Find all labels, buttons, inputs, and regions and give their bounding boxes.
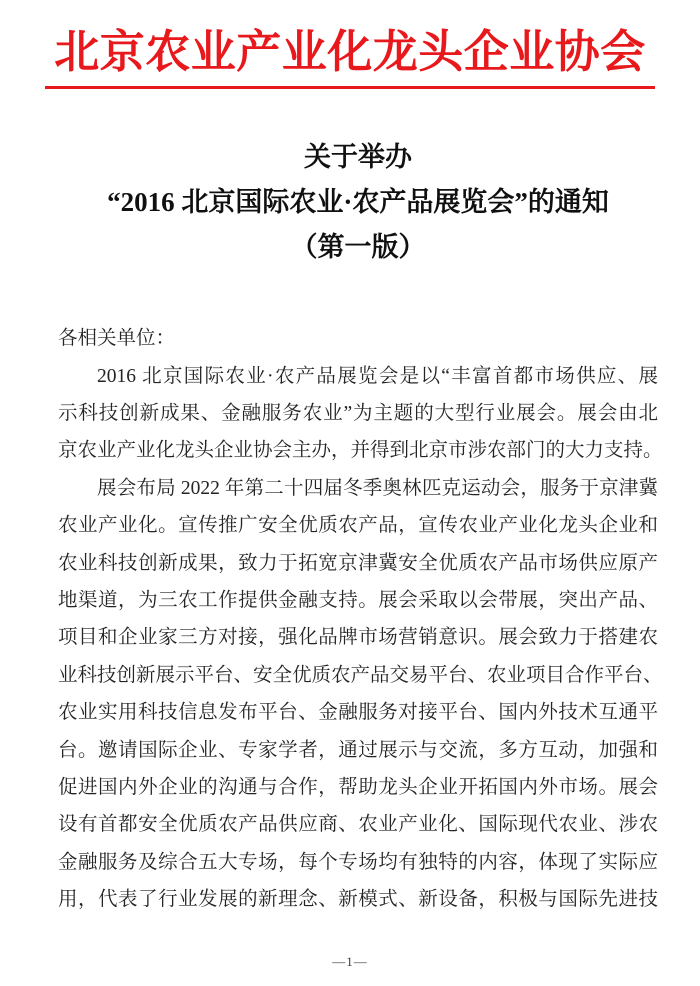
body-line: 业科技创新展示平台、安全优质农产品交易平台、农业项目合作平台、 [58, 664, 663, 686]
org-letterhead-title: 北京农业产业化龙头企业协会 [54, 27, 646, 77]
body-line: 京农业产业化龙头企业协会主办，并得到北京市涉农部门的大力支持。 [58, 440, 663, 462]
body-line: 地渠道，为三农工作提供金融支持。展会采取以会带展，突出产品、 [58, 589, 658, 611]
notice-title-line-1: 关于举办 [304, 142, 412, 173]
letterhead-divider [45, 86, 655, 89]
body-line: 农业产业化。宣传推广安全优质农产品，宣传农业产业化龙头企业和 [58, 515, 658, 537]
notice-title [58, 135, 658, 270]
body-line: 台。邀请国际企业、专家学者，通过展示与交流，多方互动，加强和 [58, 739, 658, 761]
body-line: 设有首都安全优质农产品供应商、农业产业化、国际现代农业、涉农 [58, 814, 658, 836]
notice-title-line-2: “2016 北京国际农业·农产品展览会”的通知 [107, 187, 609, 218]
body-line: 展会布局 2022 年第二十四届冬季奥林匹克运动会，服务于京津冀 [97, 477, 658, 499]
body-line: 金融服务及综合五大专场，每个专场均有独特的内容，体现了实际应 [58, 851, 658, 873]
body-line: 项目和企业家三方对接，强化品牌市场营销意识。展会致力于搭建农 [58, 627, 658, 649]
notice-body [58, 320, 663, 918]
body-line: 2016 北京国际农业·农产品展览会是以“丰富首都市场供应、展 [97, 365, 658, 387]
body-line: 用，代表了行业发展的新理念、新模式、新设备，积极与国际先进技 [58, 889, 658, 911]
page-number: —1— [332, 954, 368, 969]
salutation: 各相关单位： [58, 328, 176, 350]
body-line: 示科技创新成果、金融服务农业”为主题的大型行业展会。展会由北 [58, 403, 658, 425]
notice-title-line-3: （第一版） [290, 232, 426, 263]
body-line: 农业科技创新成果，致力于拓宽京津冀安全优质农产品市场供应原产 [58, 552, 658, 574]
body-line: 促进国内外企业的沟通与合作，帮助龙头企业开拓国内外市场。展会 [58, 776, 658, 798]
body-line: 农业实用科技信息发布平台、金融服务对接平台、国内外技术互通平 [58, 702, 658, 724]
